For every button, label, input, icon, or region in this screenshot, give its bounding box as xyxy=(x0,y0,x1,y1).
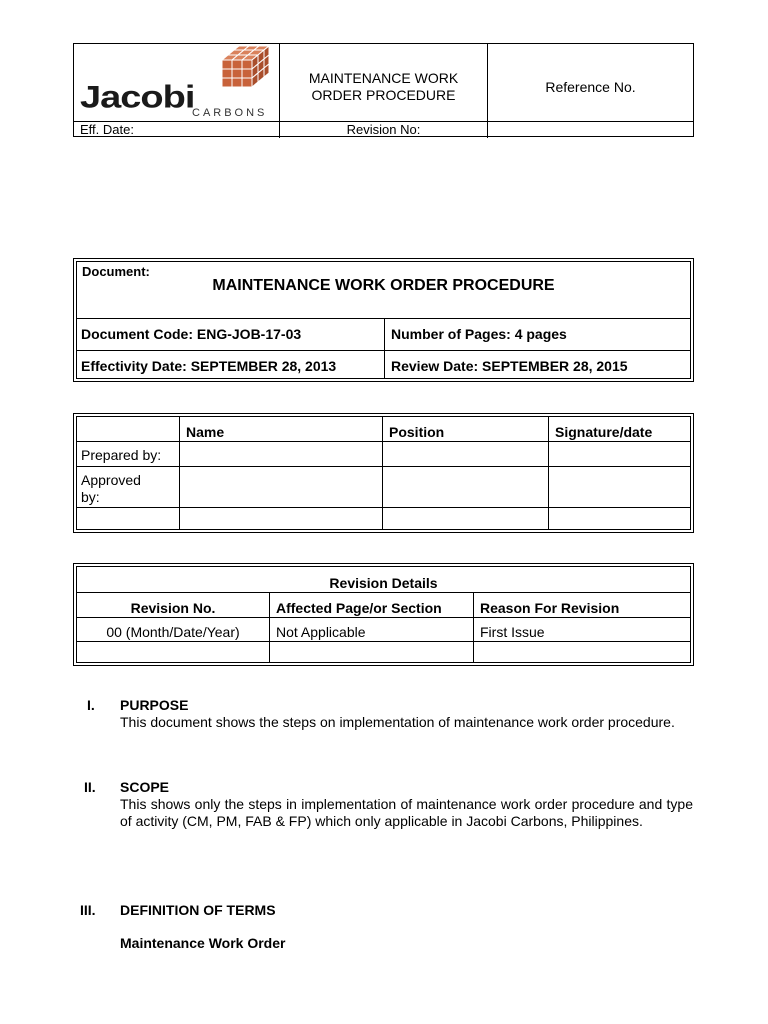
revision-details-table xyxy=(73,563,694,666)
revision-header-no: Revision No. xyxy=(77,592,269,617)
reference-no-cell xyxy=(488,44,693,121)
scope-body: This shows only the steps in implementation of maintenance work order procedure and type of activity (CM, PM, FAB & FP) which only applicable in Jacobi Carbons, Philippines. xyxy=(120,796,693,829)
scope-heading: SCOPE xyxy=(120,779,170,795)
eff-date-label: Eff. Date: xyxy=(74,122,280,138)
approved-by-label xyxy=(77,466,179,507)
effectivity-date: Effectivity Date: SEPTEMBER 28, 2013 xyxy=(81,358,337,374)
reference-no-label: Reference No. xyxy=(545,79,636,95)
header-title-line2: ORDER PROCEDURE xyxy=(311,86,456,103)
revision-no-label: Revision No: xyxy=(280,122,488,138)
document-row-dates xyxy=(77,350,690,378)
definitions-number: III. xyxy=(80,902,96,918)
document-label: Document: xyxy=(82,264,150,279)
signatory-empty-name xyxy=(179,507,382,529)
header-doc-title xyxy=(280,44,488,121)
header-row-dates xyxy=(74,121,693,138)
signatory-empty-signature xyxy=(548,507,690,529)
approved-by-name xyxy=(179,466,382,507)
logo-subtitle: CARBONS xyxy=(192,107,268,119)
revision-details-inner xyxy=(76,566,691,663)
approved-by-line1: Approved xyxy=(81,472,141,488)
revision-header-section: Affected Page/or Section xyxy=(269,592,473,617)
review-date: Review Date: SEPTEMBER 28, 2015 xyxy=(384,351,690,378)
purpose-number: I. xyxy=(87,697,95,713)
prepared-by-position xyxy=(382,441,548,466)
signatory-empty-label xyxy=(77,507,179,529)
revision-empty-reason xyxy=(473,641,690,662)
approved-by-line2: by: xyxy=(81,489,100,505)
prepared-by-signature xyxy=(548,441,690,466)
revision-empty-section xyxy=(269,641,473,662)
logo-wordmark: Jacobi xyxy=(80,80,195,115)
revision-details-title: Revision Details xyxy=(329,575,438,591)
revision-row-no: 00 (Month/Date/Year) xyxy=(77,617,269,641)
signatory-header-position: Position xyxy=(382,417,548,441)
logo-cell xyxy=(74,44,280,121)
purpose-body: This document shows the steps on implementation of maintenance work order procedure. xyxy=(120,714,675,730)
signatory-header-signature: Signature/date xyxy=(548,417,690,441)
signatory-header-name: Name xyxy=(179,417,382,441)
prepared-by-label: Prepared by: xyxy=(77,441,179,466)
header-title-line1: MAINTENANCE WORK xyxy=(308,69,459,86)
document-header xyxy=(73,43,694,137)
signatory-empty-position xyxy=(382,507,548,529)
scope-number: II. xyxy=(84,779,96,795)
signatory-inner xyxy=(76,416,691,530)
signatory-table xyxy=(73,413,694,533)
revision-header-reason: Reason For Revision xyxy=(473,592,690,617)
document-pages: Number of Pages: 4 pages xyxy=(384,319,690,350)
document-info-table xyxy=(73,258,694,382)
signatory-header-blank xyxy=(77,417,179,441)
purpose-heading: PURPOSE xyxy=(120,697,189,713)
definitions-subheading: Maintenance Work Order xyxy=(120,935,286,951)
document-title: MAINTENANCE WORK ORDER PROCEDURE xyxy=(212,277,555,294)
definitions-heading: DEFINITION OF TERMS xyxy=(120,902,276,918)
prepared-by-name xyxy=(179,441,382,466)
document-row-code xyxy=(77,318,690,350)
approved-by-position xyxy=(382,466,548,507)
approved-by-signature xyxy=(548,466,690,507)
document-info-inner xyxy=(76,261,691,379)
revision-row-section: Not Applicable xyxy=(269,617,473,641)
revision-row-reason: First Issue xyxy=(473,617,690,641)
document-code: Document Code: ENG-JOB-17-03 xyxy=(81,326,302,342)
revision-no-value xyxy=(488,122,693,138)
revision-empty-no xyxy=(77,641,269,662)
jacobi-cube-logo xyxy=(220,46,276,90)
